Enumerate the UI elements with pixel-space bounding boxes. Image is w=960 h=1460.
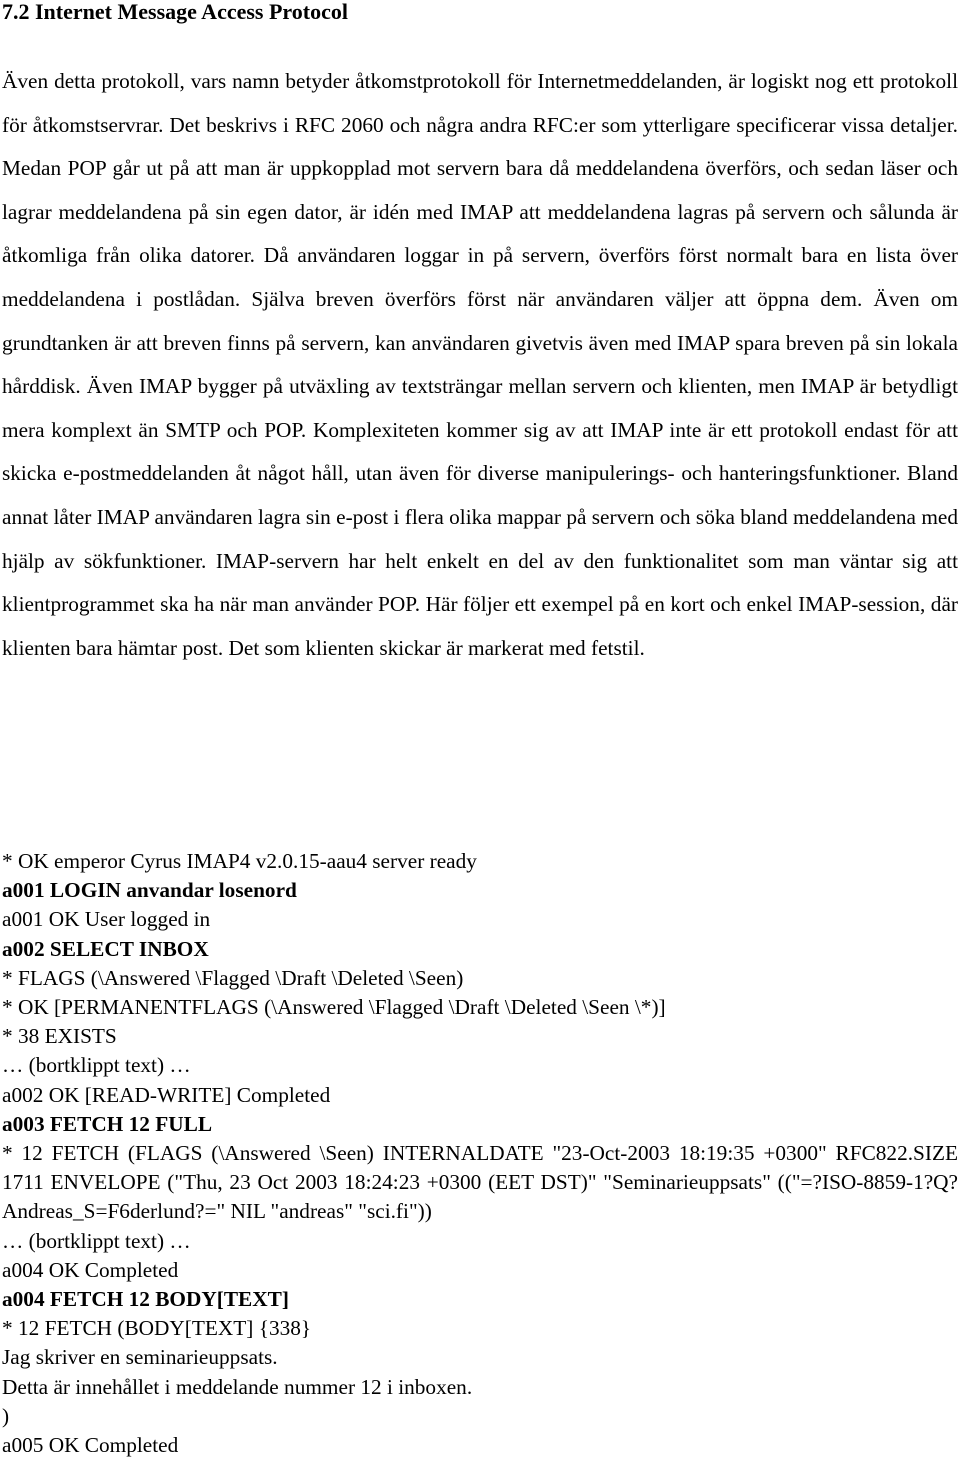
server-response-line: * FLAGS (\Answered \Flagged \Draft \Deleted \Seen) <box>2 965 464 990</box>
server-response-line: * 12 FETCH (BODY[TEXT] {338} <box>2 1316 312 1341</box>
section-body <box>2 60 958 670</box>
server-response-line: ) <box>2 1403 10 1428</box>
section-heading: 7.2 Internet Message Access Protocol <box>2 0 348 24</box>
server-response-line: a004 OK Completed <box>2 1257 179 1282</box>
server-response-line: a002 OK [READ-WRITE] Completed <box>2 1082 331 1107</box>
server-response-line: a001 OK User logged in <box>2 907 211 932</box>
server-response-line: * 38 EXISTS <box>2 1024 117 1049</box>
client-command-line: a004 FETCH 12 BODY[TEXT] <box>2 1287 289 1312</box>
server-response-line: a005 OK Completed <box>2 1433 179 1458</box>
server-response-line: * 12 FETCH (FLAGS (\Answered \Seen) INTERNALDATE "23-Oct-2003 18:19:35 +0300" RFC822.SIZE 1711 ENVELOPE ("Thu, 23 Oct 2003 18:24:23 +0300 (EET DST)" "Seminarieuppsats" (("=?ISO-8859-1?Q?Andreas_S=F6derlund?=" NIL "andreas" "sci.fi")) <box>2 1141 958 1224</box>
client-command-line: a003 FETCH 12 FULL <box>2 1111 213 1136</box>
omitted-text-line: … (bortklippt text) … <box>2 1053 191 1078</box>
message-body-line: Jag skriver en seminarieuppsats. <box>2 1345 278 1370</box>
message-body-line: Detta är innehållet i meddelande nummer 12 i inboxen. <box>2 1374 473 1399</box>
server-response-line: * OK [PERMANENTFLAGS (\Answered \Flagged \Draft \Deleted \Seen \*)] <box>2 995 666 1020</box>
client-command-line: a002 SELECT INBOX <box>2 936 209 961</box>
server-response-line: * OK emperor Cyrus IMAP4 v2.0.15-aau4 server ready <box>2 849 477 873</box>
imap-session-transcript <box>2 847 958 1460</box>
omitted-text-line: … (bortklippt text) … <box>2 1228 191 1253</box>
client-command-line: a001 LOGIN anvandar losenord <box>2 878 297 903</box>
body-paragraph: Även detta protokoll, vars namn betyder åtkomstprotokoll för Internetmeddelanden, är logiskt nog ett protokoll för åtkomstservrar. Det beskrivs i RFC 2060 och några andra RFC:er som ytterligare specificerar vissa detaljer. Medan POP går ut på att man är uppkopplad mot servern bara då meddelandena överförs, och sedan läser och lagrar meddelandena på sin egen dator, är idén med IMAP att meddelandena lagras på servern och sålunda är åtkomliga från olika datorer. Då användaren loggar in på servern, överförs först normalt bara en lista över meddelandena i postlådan. Själva breven överförs först när användaren väljer att öppna dem. Även om grundtanken är att breven finns på servern, kan användaren givetvis även med IMAP spara breven på sin lokala hårddisk. Även IMAP bygger på utväxling av textsträngar mellan servern och klienten, men IMAP är betydligt mera komplext än SMTP och POP. Komplexiteten kommer sig av att IMAP inte är ett protokoll endast för att skicka e-postmeddelanden åt något håll, utan även för diverse manipulerings- och hanteringsfunktioner. Bland annat låter IMAP användaren lagra sin e-post i flera olika mappar på servern och söka bland meddelandena med hjälp av sökfunktioner. IMAP-servern har helt enkelt en del av den funktionalitet som man väntar sig att klientprogrammet ska ha när man använder POP. Här följer ett exempel på en kort och enkel IMAP-session, där klienten bara hämtar post. Det som klienten skickar är markerat med fetstil. <box>2 69 958 660</box>
